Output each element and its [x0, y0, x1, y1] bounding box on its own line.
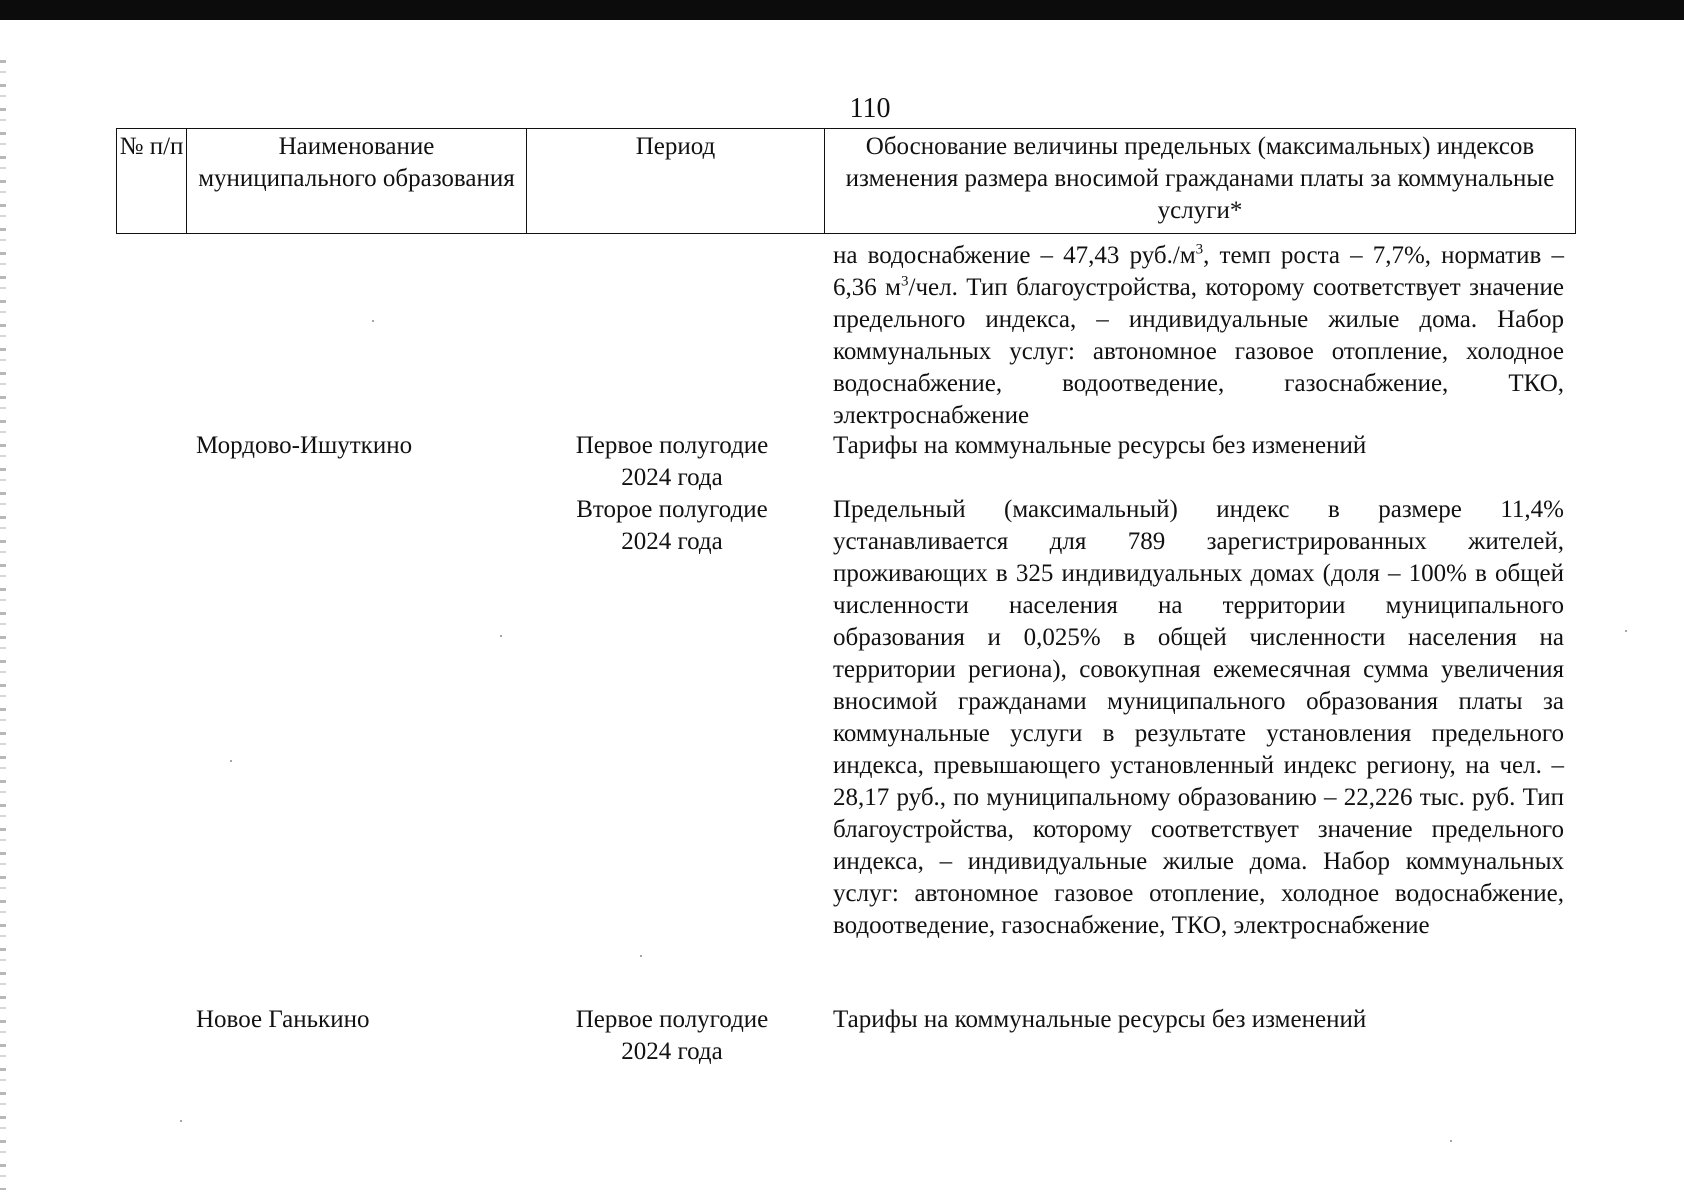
scan-speck — [372, 320, 374, 322]
justification-text: Тарифы на коммунальные ресурсы без изменений — [833, 432, 1367, 459]
header-justification: Обоснование величины предельных (максимальных) индексов изменения размера вносимой гражданами платы за коммунальные услуги* — [845, 133, 1555, 224]
header-number: № п/п — [117, 129, 187, 233]
page-number: 110 — [849, 93, 891, 124]
scan-speck — [640, 955, 642, 957]
scan-top-border — [0, 0, 1684, 20]
justification-text: Предельный (максимальный) индекс в размере 11,4% устанавливается для 789 зарегистрированных жителей, проживающих в 325 индивидуальных домах (доля – 100% в общей численности населения на территории муниципального образования и 0,025% в общей численности населения на территории региона), совокупная ежемесячная сумма увеличения вносимой гражданами муниципального образования платы за коммунальные услуги в результате установления предельного индекса, превышающего установленный индекс региону, на чел. – 28,17 руб., по муниципальному образованию – 22,226 тыс. руб. Тип благоустройства, которому соответствует значение предельного индекса, – индивидуальные жилые дома. Набор коммунальных услуг: автономное газовое отопление, холодное водоснабжение, водоотведение, газоснабжение, ТКО, электроснабжение — [833, 496, 1564, 939]
scan-speck — [1625, 630, 1627, 632]
period-label: Второе полугодие 2024 года — [576, 496, 768, 555]
scan-speck — [500, 635, 502, 637]
period-label: Первое полугодие 2024 года — [575, 432, 769, 491]
municipality-name: Новое Ганькино — [196, 1006, 370, 1033]
municipality-name: Мордово-Ишуткино — [196, 432, 413, 459]
header-period: Период — [527, 129, 825, 233]
period-label: Первое полугодие 2024 года — [575, 1006, 769, 1065]
scan-speck — [1450, 1140, 1452, 1142]
scan-speck — [230, 760, 232, 762]
table-header — [116, 128, 1576, 234]
row-continuation-justification: на водоснабжение – 47,43 $руб./м^3$, темп роста – 7,7%, норматив – 6,36 $м^3$/чел. Тип благоустройства, которому соответствует значение предельного индекса, – индивидуальные жилые дома. Набор коммунальных услуг: автономное газовое отопление, холодное водоснабжение, водоотведение, газоснабжение, ТКО, электроснабжение — [833, 241, 1564, 429]
scan-speck — [180, 1120, 182, 1122]
justification-text: Тарифы на коммунальные ресурсы без изменений — [833, 1006, 1367, 1033]
header-municipality: Наименование муниципального образования — [187, 129, 527, 233]
scan-left-edge-noise — [0, 60, 6, 1190]
